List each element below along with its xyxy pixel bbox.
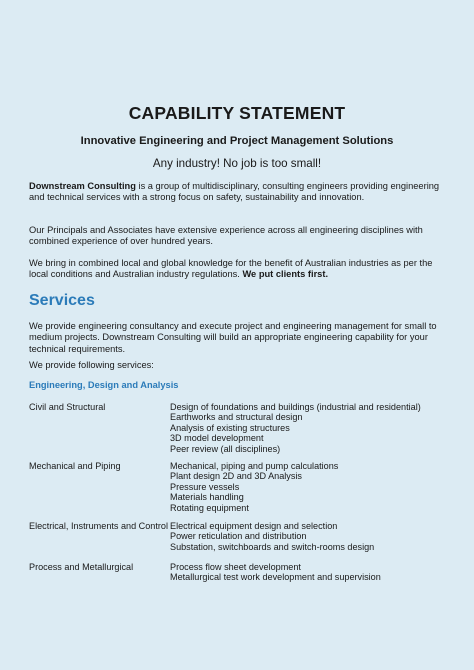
- service-item: Mechanical, piping and pump calculations: [170, 461, 339, 471]
- page-subtitle: Innovative Engineering and Project Management Solutions: [80, 135, 394, 147]
- service-item: Electrical equipment design and selection: [170, 521, 338, 531]
- intro-paragraph-2: Our Principals and Associates have extensive experience across all engineering disciplines with combined experience of over hundred years.: [29, 225, 423, 247]
- page-title: CAPABILITY STATEMENT: [128, 103, 346, 123]
- service-category: Mechanical and Piping: [29, 461, 121, 471]
- services-heading: Services: [29, 292, 95, 309]
- service-category: Process and Metallurgical: [29, 562, 134, 572]
- clients-first-statement: We put clients first.: [242, 269, 329, 280]
- service-category: Civil and Structural: [29, 402, 106, 412]
- service-item: Process flow sheet development: [170, 562, 301, 572]
- intro-paragraph-3: [29, 258, 449, 281]
- intro-paragraph-3-text: We bring in combined local and global knowledge for the benefit of Australian industries as per the local conditions and Australian industry regulations.: [29, 258, 433, 280]
- intro-paragraph-1-text: is a group of multidisciplinary, consulting engineers providing engineering and technical services with a strong focus on safety, sustainability and innovation.: [29, 181, 440, 203]
- services-subheading: Engineering, Design and Analysis: [29, 380, 179, 390]
- service-item: 3D model development: [170, 433, 264, 444]
- service-items: [170, 521, 460, 552]
- service-item: Materials handling: [170, 492, 244, 503]
- tagline: Any industry! No job is too small!: [152, 157, 322, 170]
- service-items: [170, 402, 460, 454]
- intro-paragraph-1: [29, 181, 449, 204]
- service-category: Electrical, Instruments and Control: [29, 521, 168, 531]
- company-name: Downstream Consulting: [29, 181, 136, 191]
- service-item: Earthworks and structural design: [170, 412, 303, 423]
- service-item: Substation, switchboards and switch-rooms design: [170, 541, 375, 552]
- service-item: Rotating equipment: [170, 502, 249, 513]
- service-items: [170, 562, 460, 583]
- service-item: Peer review (all disciplines): [170, 443, 281, 454]
- service-item: Pressure vessels: [170, 481, 240, 492]
- services-paragraph-1: We provide engineering consultancy and execute project and engineering management for small to medium projects. Downstream Consulting will build an appropriate engineering capability for your technical requirements.: [29, 321, 437, 354]
- service-items: [170, 461, 460, 513]
- service-item: Power reticulation and distribution: [170, 531, 307, 542]
- service-item: Plant design 2D and 3D Analysis: [170, 471, 302, 482]
- service-item: Analysis of existing structures: [170, 422, 290, 433]
- services-paragraph-2: We provide following services:: [29, 360, 154, 370]
- service-item: Metallurgical test work development and supervision: [170, 572, 381, 583]
- service-item: Design of foundations and buildings (industrial and residential): [170, 402, 421, 412]
